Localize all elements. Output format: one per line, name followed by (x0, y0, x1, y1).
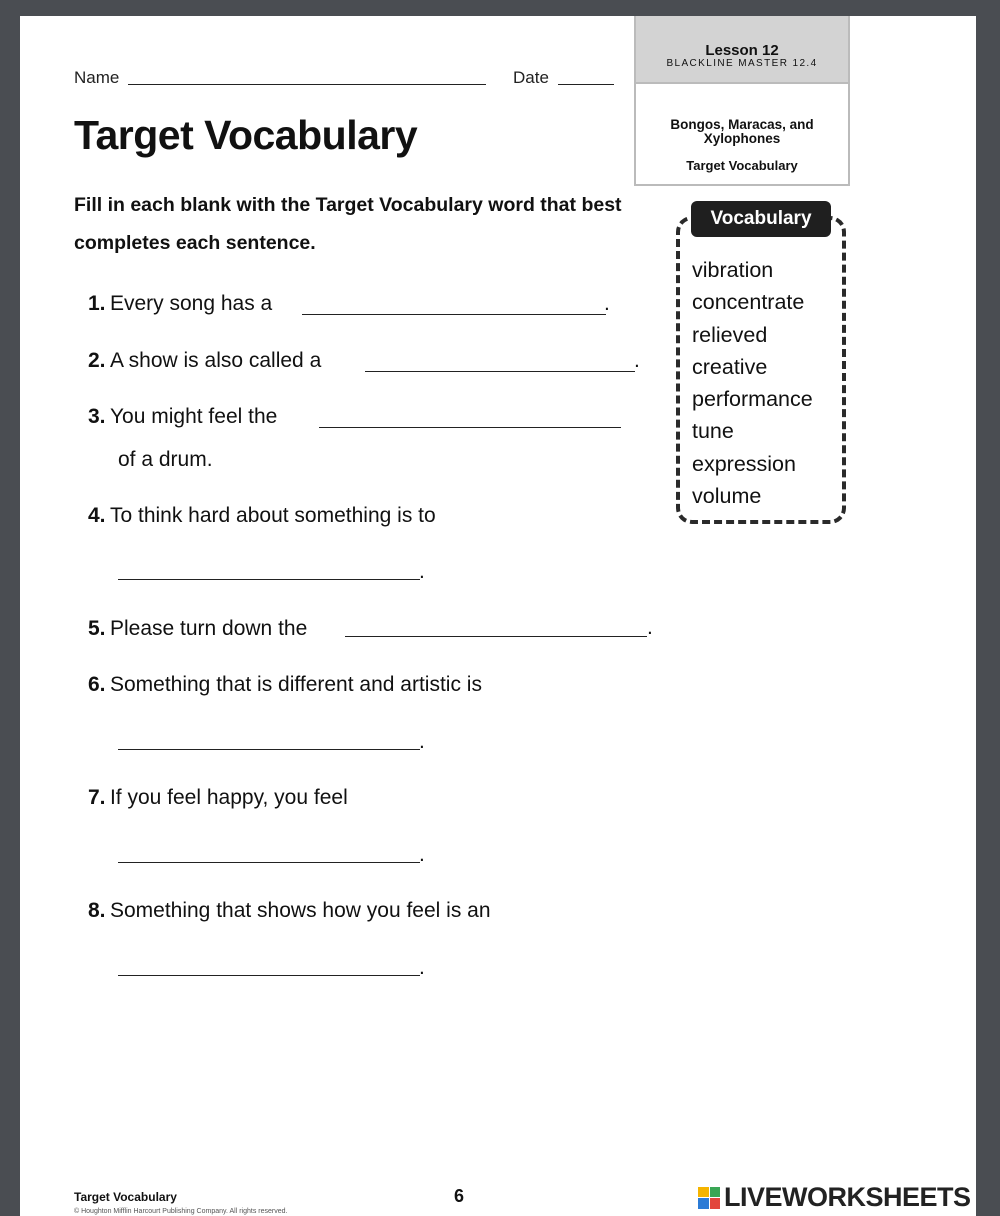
vocabulary-word: expression (692, 451, 796, 476)
answer-blank-4[interactable] (118, 579, 420, 580)
period: . (419, 730, 425, 753)
liveworksheets-text: LIVEWORKSHEETS (724, 1182, 971, 1212)
question-text: To think hard about something is to (109, 504, 436, 527)
date-label: Date (513, 68, 549, 87)
answer-blank-3[interactable] (319, 427, 621, 428)
question-1 (88, 292, 272, 316)
vocabulary-word: creative (692, 354, 768, 379)
question-number: 3. (88, 405, 106, 428)
name-field[interactable] (128, 84, 486, 85)
vocabulary-header: Vocabulary (691, 201, 831, 237)
question-3 (88, 405, 277, 429)
directions: Fill in each blank with the Target Vocabulary word that best completes each sentence. (74, 194, 622, 254)
page-number: 6 (454, 1186, 465, 1206)
question-number: 7. (88, 786, 106, 809)
period: . (419, 560, 425, 583)
liveworksheets-logo[interactable] (698, 1182, 971, 1213)
footer-title: Target Vocabulary (74, 1190, 177, 1204)
liveworksheets-icon (698, 1187, 720, 1209)
question-7 (88, 786, 348, 810)
story-title: Bongos, Maracas, and Xylophones (670, 117, 814, 146)
period: . (604, 292, 610, 315)
lesson-box (634, 16, 850, 186)
question-text: A show is also called a (109, 349, 322, 372)
period: . (634, 349, 640, 372)
question-6 (88, 673, 482, 697)
vocabulary-list (692, 254, 813, 512)
period: . (647, 616, 653, 639)
question-text: You might feel the (109, 405, 278, 428)
question-number: 2. (88, 349, 106, 372)
vocabulary-word: volume (692, 484, 762, 509)
period: . (419, 843, 425, 866)
question-text: If you feel happy, you feel (109, 786, 348, 809)
question-text: Every song has a (109, 292, 273, 315)
question-number: 1. (88, 292, 106, 315)
answer-blank-2[interactable] (365, 371, 635, 372)
question-text: Something that shows how you feel is an (109, 899, 491, 922)
question-number: 4. (88, 504, 106, 527)
vocabulary-word: vibration (692, 258, 774, 282)
vocabulary-word: tune (692, 419, 734, 444)
section-name: Target Vocabulary (686, 158, 798, 173)
answer-blank-8[interactable] (118, 975, 420, 976)
worksheet-page (20, 16, 976, 1216)
period: . (419, 956, 425, 979)
answer-blank-1[interactable] (302, 314, 606, 315)
blackline-master: BLACKLINE MASTER 12.4 (666, 58, 818, 69)
question-4 (88, 504, 436, 528)
date-field[interactable] (558, 84, 614, 85)
question-number: 6. (88, 673, 106, 696)
question-text-continued: of a drum. (118, 448, 213, 471)
lesson-number: Lesson 12 (705, 42, 779, 59)
question-2 (88, 349, 321, 373)
question-text: Please turn down the (109, 617, 308, 640)
answer-blank-5[interactable] (345, 636, 647, 637)
vocabulary-word: performance (692, 387, 813, 412)
question-number: 5. (88, 617, 106, 640)
answer-blank-7[interactable] (118, 862, 420, 863)
lesson-header (636, 16, 848, 84)
question-8 (88, 899, 491, 923)
footer-copyright: © Houghton Mifflin Harcourt Publishing Company. All rights reserved. (74, 1208, 288, 1215)
question-number: 8. (88, 899, 106, 922)
page-title: Target Vocabulary (74, 112, 418, 158)
vocabulary-word: relieved (692, 322, 768, 347)
vocabulary-word: concentrate (692, 290, 805, 315)
question-5 (88, 617, 307, 641)
answer-blank-6[interactable] (118, 749, 420, 750)
name-label: Name (74, 68, 120, 87)
question-text: Something that is different and artistic is (109, 673, 482, 696)
